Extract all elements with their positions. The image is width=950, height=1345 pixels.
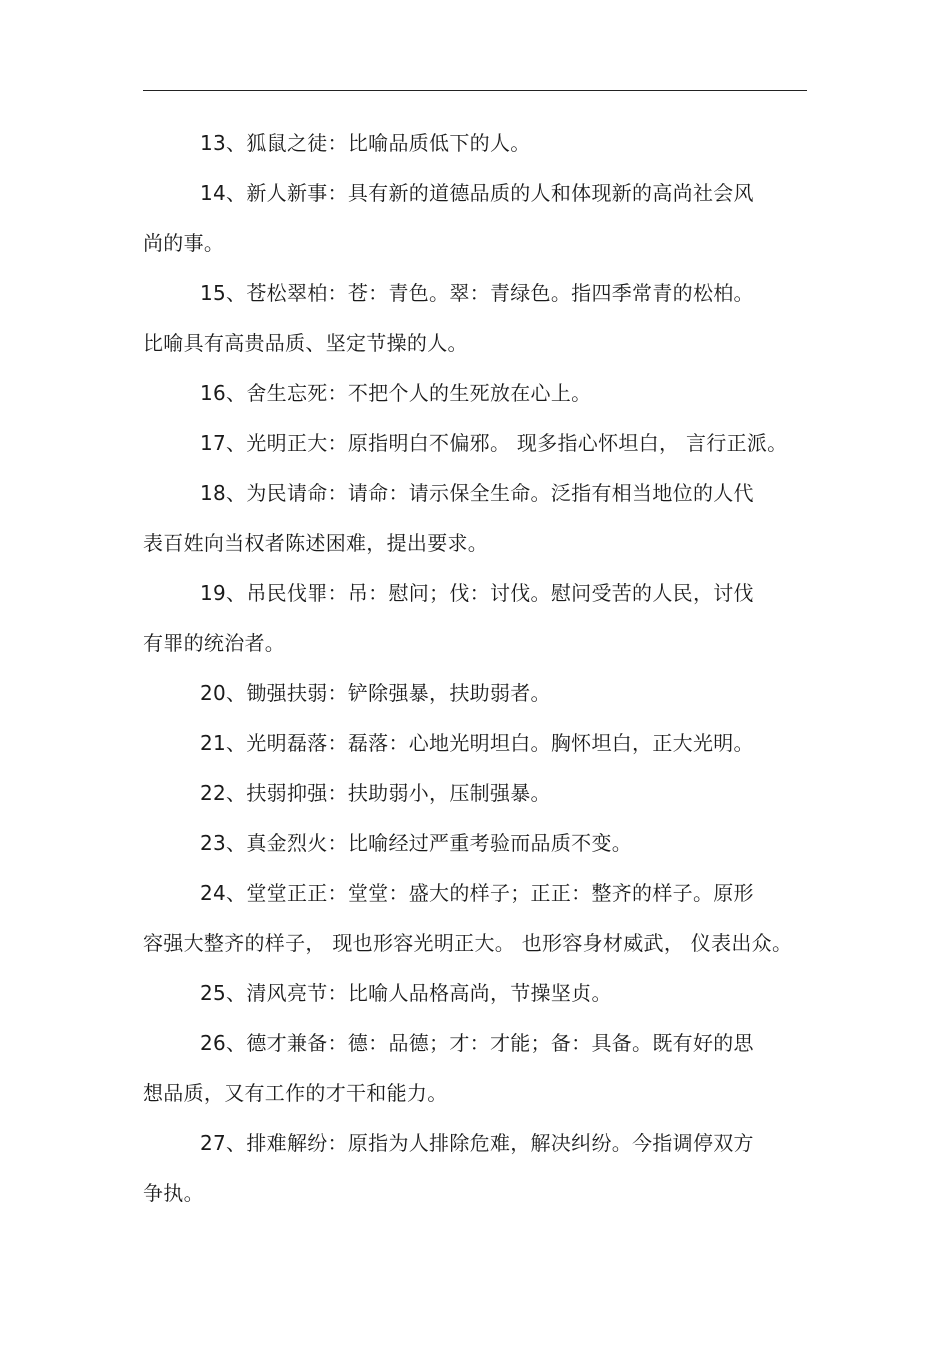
- entry-line: 16、舍生忘死：不把个人的生死放在心上。: [200, 381, 592, 405]
- entry-line-continued: 想品质，又有工作的才干和能力。: [143, 1081, 448, 1105]
- entry-line: 18、为民请命：请命：请示保全生命。泛指有相当地位的人代: [200, 481, 754, 505]
- entry-14: [143, 168, 803, 268]
- entry-15: [143, 268, 803, 368]
- entry-line-continued: 表百姓向当权者陈述困难，提出要求。: [143, 531, 489, 555]
- header-rule: [143, 90, 807, 91]
- entry-line: 21、光明磊落：磊落：心地光明坦白。胸怀坦白，正大光明。: [200, 731, 754, 755]
- entry-26: [143, 1018, 803, 1118]
- entry-19: [143, 568, 803, 668]
- entry-21: [143, 718, 803, 768]
- entry-16: [143, 368, 803, 418]
- entry-27: [143, 1118, 803, 1218]
- entry-line: 25、清风亮节：比喻人品格高尚，节操坚贞。: [200, 981, 612, 1005]
- entry-line-continued: 尚的事。: [143, 231, 225, 255]
- entry-23: [143, 818, 803, 868]
- entry-line: 20、锄强扶弱：铲除强暴，扶助弱者。: [200, 681, 551, 705]
- entry-line: 17、光明正大：原指明白不偏邪。 现多指心怀坦白， 言行正派。: [200, 431, 788, 455]
- entry-22: [143, 768, 803, 818]
- entry-line: 26、德才兼备：德：品德；才：才能；备：具备。既有好的思: [200, 1031, 754, 1055]
- entry-line: 23、真金烈火：比喻经过严重考验而品质不变。: [200, 831, 633, 855]
- entry-line: 15、苍松翠柏：苍：青色。翠：青绿色。指四季常青的松柏。: [200, 281, 754, 305]
- entry-18: [143, 468, 803, 568]
- entry-line: 13、狐鼠之徒：比喻品质低下的人。: [200, 131, 531, 155]
- entry-line: 14、新人新事：具有新的道德品质的人和体现新的高尚社会风: [200, 181, 754, 205]
- entry-line-continued: 比喻具有高贵品质、坚定节操的人。: [143, 331, 468, 355]
- entry-line-continued: 有罪的统治者。: [143, 631, 286, 655]
- entry-line: 22、扶弱抑强：扶助弱小，压制强暴。: [200, 781, 551, 805]
- entry-line-continued: 争执。: [143, 1181, 204, 1205]
- entry-17: [143, 418, 803, 468]
- entry-line: 19、吊民伐罪：吊：慰问；伐：讨伐。慰问受苦的人民，讨伐: [200, 581, 754, 605]
- entry-24: [143, 868, 803, 968]
- document-body: [143, 118, 803, 1218]
- entry-line: 27、排难解纷：原指为人排除危难，解决纠纷。今指调停双方: [200, 1131, 754, 1155]
- entry-line-continued: 容强大整齐的样子， 现也形容光明正大。 也形容身材威武， 仪表出众。: [143, 931, 793, 955]
- entry-13: [143, 118, 803, 168]
- entry-line: 24、堂堂正正：堂堂：盛大的样子；正正：整齐的样子。原形: [200, 881, 754, 905]
- entry-20: [143, 668, 803, 718]
- entry-25: [143, 968, 803, 1018]
